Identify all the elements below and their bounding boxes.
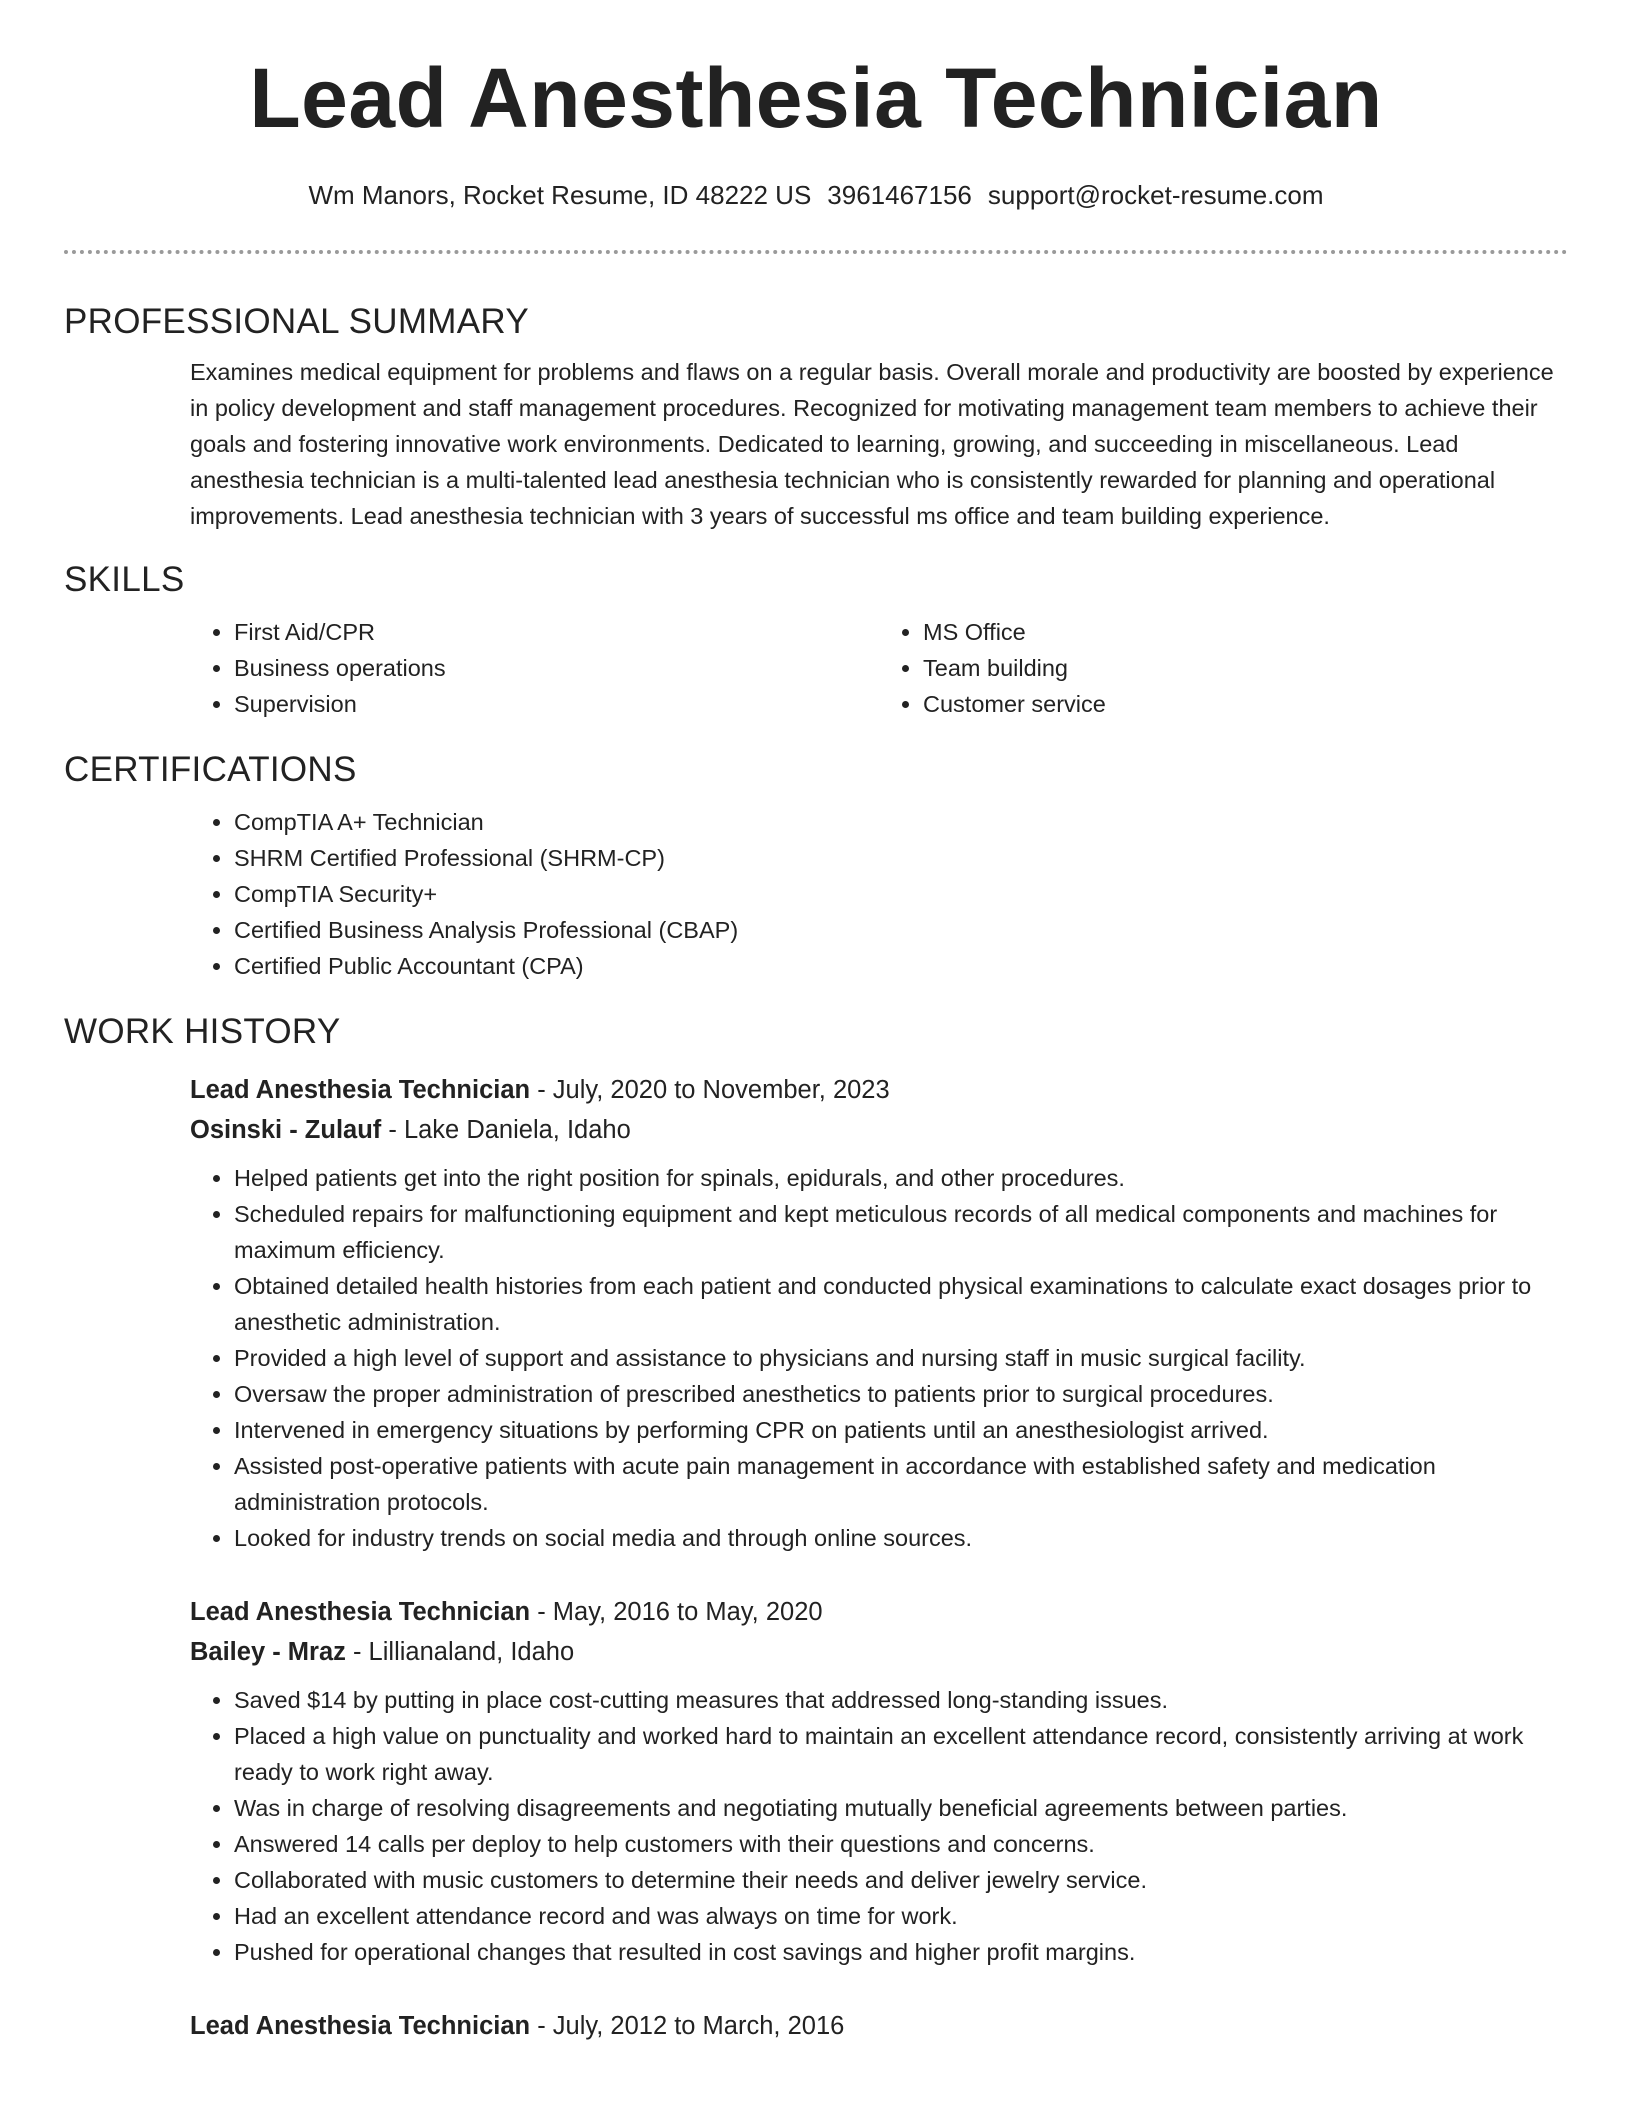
job-bullet: • Scheduled repairs for malfunctioning equipment and kept meticulous records of all medical components and machines for maximum efficiency.	[234, 1196, 1568, 1268]
skills-column-left	[190, 614, 879, 722]
job-title-line	[190, 1592, 1568, 1632]
job-role: Lead Anesthesia Technician	[190, 1598, 531, 1626]
skill-item: • MS Office	[923, 614, 1568, 650]
skills-column-right	[879, 614, 1568, 722]
resume-content	[64, 298, 1568, 2046]
skill-item: • Team building	[923, 650, 1568, 686]
job-bullet: • Provided a high level of support and assistance to physicians and nursing staff in music surgical facility.	[234, 1340, 1568, 1376]
job-bullet: • Had an excellent attendance record and was always on time for work.	[234, 1898, 1568, 1934]
job-company: Osinski - Zulauf	[190, 1116, 382, 1144]
job-bullet: • Was in charge of resolving disagreements and negotiating mutually beneficial agreements between parties.	[234, 1790, 1568, 1826]
certification-item: • CompTIA A+ Technician	[234, 804, 1568, 840]
certification-item: • SHRM Certified Professional (SHRM-CP)	[234, 840, 1568, 876]
job-bullet: • Obtained detailed health histories from each patient and conducted physical examinations to calculate exact dosages prior to anesthetic administration.	[234, 1268, 1568, 1340]
job-bullet: • Placed a high value on punctuality and worked hard to maintain an excellent attendance record, consistently arriving at work ready to work right away.	[234, 1718, 1568, 1790]
job-company-line	[190, 1110, 1568, 1150]
job-bullets	[190, 1160, 1568, 1556]
contact-phone: 3961467156	[827, 180, 972, 210]
job-bullet: • Pushed for operational changes that resulted in cost savings and higher profit margins.	[234, 1934, 1568, 1970]
work-history-heading: WORK HISTORY	[64, 1012, 341, 1051]
job-entry	[190, 1070, 1568, 1556]
job-entry	[190, 2006, 1568, 2046]
summary-text: Examines medical equipment for problems and flaws on a regular basis. Overall morale and productivity are boosted by experience in policy development and staff management procedures. Recognized for motivating management team members to achieve their goals and fostering innovative work environments. Dedicated to learning, growing, and succeeding in miscellaneous. Lead anesthesia technician is a multi-talented lead anesthesia technician who is consistently rewarded for planning and operational improvements. Lead anesthesia technician with 3 years of successful ms office and team building experience.	[190, 359, 1554, 529]
header-divider	[64, 250, 1568, 254]
skill-item: • Supervision	[234, 686, 879, 722]
candidate-name: Lead Anesthesia Technician	[249, 51, 1383, 145]
certification-item: • Certified Public Accountant (CPA)	[234, 948, 1568, 984]
job-bullet: • Looked for industry trends on social media and through online sources.	[234, 1520, 1568, 1556]
skill-item: • Business operations	[234, 650, 879, 686]
skill-item: • First Aid/CPR	[234, 614, 879, 650]
certifications-heading: CERTIFICATIONS	[64, 750, 357, 789]
certification-item: • CompTIA Security+	[234, 876, 1568, 912]
job-company: Bailey - Mraz	[190, 1638, 346, 1666]
job-title-line	[190, 1070, 1568, 1110]
job-company-line	[190, 1632, 1568, 1672]
certifications-list	[64, 804, 1568, 984]
work-history-list	[64, 1070, 1568, 2046]
job-bullet: • Helped patients get into the right position for spinals, epidurals, and other procedures.	[234, 1160, 1568, 1196]
skills-list	[64, 614, 1568, 722]
job-bullet: • Oversaw the proper administration of prescribed anesthetics to patients prior to surgical procedures.	[234, 1376, 1568, 1412]
job-location: - Lake Daniela, Idaho	[381, 1116, 631, 1144]
contact-line	[0, 180, 1632, 211]
contact-address: Wm Manors, Rocket Resume, ID 48222 US	[308, 180, 812, 210]
job-dates: - July, 2012 to March, 2016	[530, 2012, 845, 2040]
skill-item: • Customer service	[923, 686, 1568, 722]
contact-email[interactable]: support@rocket-resume.com	[987, 180, 1324, 210]
job-location: - Lillianaland, Idaho	[345, 1638, 575, 1666]
job-bullet: • Saved $14 by putting in place cost-cutting measures that addressed long-standing issues.	[234, 1682, 1568, 1718]
job-bullets	[190, 1682, 1568, 1970]
job-bullet: • Answered 14 calls per deploy to help customers with their questions and concerns.	[234, 1826, 1568, 1862]
job-role: Lead Anesthesia Technician	[190, 2012, 531, 2040]
job-entry	[190, 1592, 1568, 1970]
job-bullet: • Collaborated with music customers to determine their needs and deliver jewelry service.	[234, 1862, 1568, 1898]
job-dates: - May, 2016 to May, 2020	[530, 1598, 823, 1626]
job-title-line	[190, 2006, 1568, 2046]
job-dates: - July, 2020 to November, 2023	[530, 1076, 890, 1104]
job-bullet: • Assisted post-operative patients with acute pain management in accordance with established safety and medication administration protocols.	[234, 1448, 1568, 1520]
job-role: Lead Anesthesia Technician	[190, 1076, 531, 1104]
job-bullet: • Intervened in emergency situations by performing CPR on patients until an anesthesiologist arrived.	[234, 1412, 1568, 1448]
summary-heading: PROFESSIONAL SUMMARY	[64, 302, 529, 341]
skills-heading: SKILLS	[64, 560, 185, 599]
certification-item: • Certified Business Analysis Professional (CBAP)	[234, 912, 1568, 948]
